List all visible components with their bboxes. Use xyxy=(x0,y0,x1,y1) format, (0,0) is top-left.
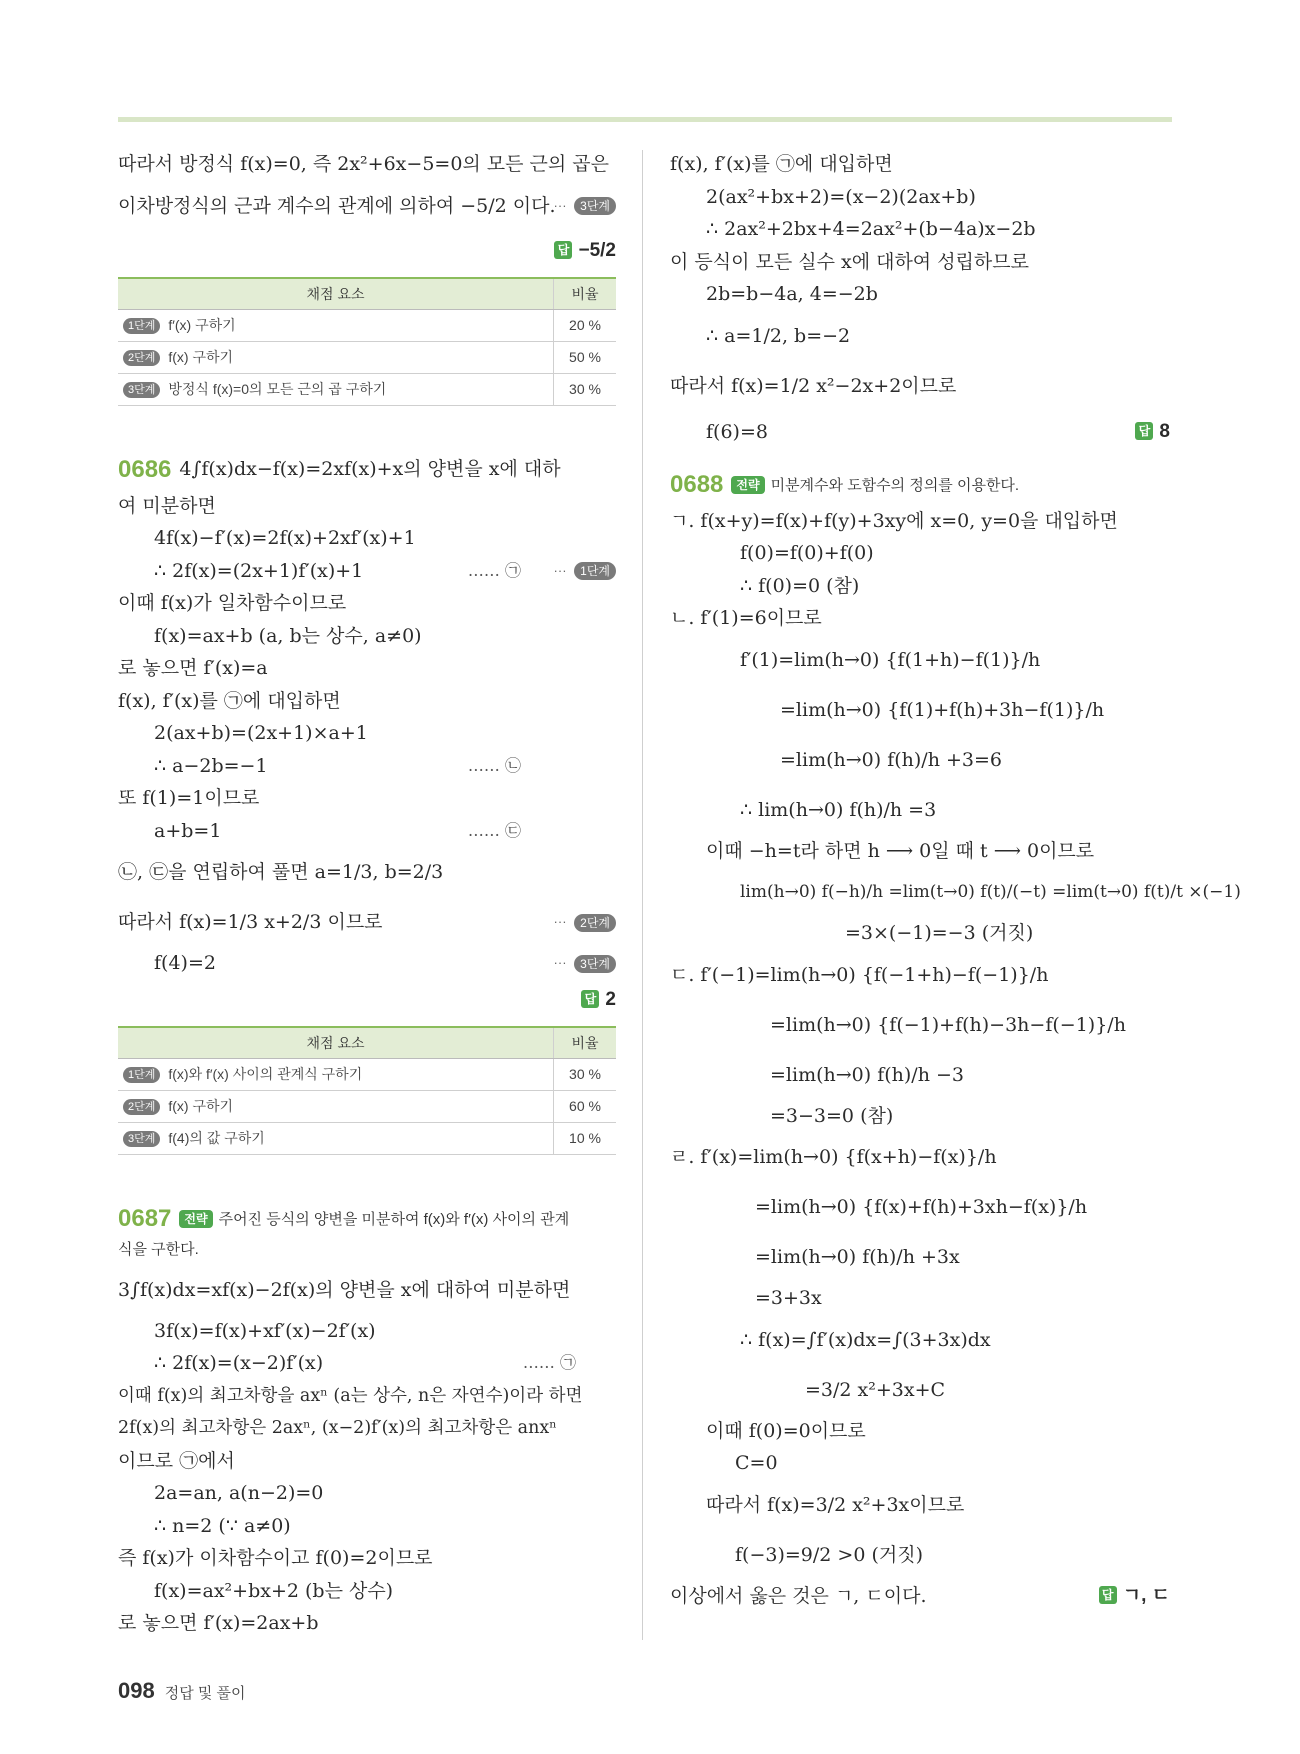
text-line: 따라서 f(x)=1/2 x²−2x+2이므로 xyxy=(670,374,957,397)
text-line: 로 놓으면 f′(x)=2ax+b xyxy=(118,1612,319,1634)
text-line: 2f(x)의 최고차항은 2axⁿ, (x−2)f′(x)의 최고차항은 anxⁿ xyxy=(118,1418,557,1438)
text-line: =lim(h→0) {f(1)+f(h)+3h−f(1)}/h xyxy=(780,698,1105,721)
text-line: 2b=b−4a, 4=−2b xyxy=(706,283,878,305)
table-row: 2단계 f(x) 구하기 50 % xyxy=(118,341,616,373)
text-line: =3/2 x²+3x+C xyxy=(805,1378,946,1401)
text-line: f(x)=ax+b (a, b는 상수, a≠0) xyxy=(154,624,422,647)
text-line: 식을 구한다. xyxy=(118,1240,199,1258)
text-line: C=0 xyxy=(735,1452,778,1474)
grading-table xyxy=(118,277,616,406)
problem-0686-head: 0686 4∫f(x)dx−f(x)=2xf(x)+x의 양변을 x에 대하 xyxy=(118,455,561,483)
text-line: =lim(h→0) f(h)/h +3=6 xyxy=(780,748,1002,771)
text-line: f′(1)=lim(h→0) {f(1+h)−f(1)}/h xyxy=(740,648,1041,671)
text-line: 이상에서 옳은 것은 ㄱ, ㄷ이다. 답 ㄱ, ㄷ xyxy=(670,1584,1170,1607)
text-line: 2a=an, a(n−2)=0 xyxy=(154,1482,324,1504)
problem-0687-head: 0687 전략 주어진 등식의 양변을 미분하여 f(x)와 f′(x) 사이의 관계 xyxy=(118,1204,570,1232)
text-line: 로 놓으면 f′(x)=a xyxy=(118,657,268,679)
table-header: 비율 xyxy=(554,278,617,310)
text-line: 이때 f(0)=0이므로 xyxy=(706,1419,866,1442)
text-line: f(0)=f(0)+f(0) xyxy=(740,542,874,564)
answer-badge: 답 xyxy=(581,990,599,1008)
answer: 답 2 xyxy=(118,980,616,1020)
text-line: ∴ 2f(x)=(x−2)f′(x) …… ㉠ xyxy=(154,1352,576,1374)
text-line: ㉡, ㉢을 연립하여 풀면 a=1/3, b=2/3 xyxy=(118,861,444,883)
page-number: 098 xyxy=(118,1678,155,1703)
text-line: 이때 f(x)가 일차함수이므로 xyxy=(118,592,347,614)
text-line: f(4)=2 ··· 3단계 xyxy=(118,947,616,980)
text-line: 즉 f(x)가 이차함수이고 f(0)=2이므로 xyxy=(118,1547,433,1569)
table-row: 3단계 방정식 f(x)=0의 모든 근의 곱 구하기 30 % xyxy=(118,373,616,405)
page-footer xyxy=(118,1678,246,1704)
text-line: =lim(h→0) {f(x)+f(h)+3xh−f(x)}/h xyxy=(755,1196,1088,1218)
answer-badge: 답 xyxy=(554,241,572,259)
text-line: ∴ f(x)=∫f′(x)dx=∫(3+3x)dx xyxy=(740,1328,991,1351)
text-line: ∴ 2ax²+2bx+4=2ax²+(b−4a)x−2b xyxy=(706,218,1036,240)
step-tag: 3단계 xyxy=(574,197,616,215)
text-line: f(x)=ax²+bx+2 (b는 상수) xyxy=(154,1579,394,1602)
text-line: ㄹ. f′(x)=lim(h→0) {f(x+h)−f(x)}/h xyxy=(670,1146,997,1168)
text-line: 여 미분하면 xyxy=(118,494,216,517)
text-line: ∴ 2f(x)=(2x+1)f′(x)+1 …… ㉠ ··· 1단계 xyxy=(118,555,616,588)
text-line: ㄱ. f(x+y)=f(x)+f(y)+3xy에 x=0, y=0을 대입하면 xyxy=(670,509,1118,532)
strategy-badge: 전략 xyxy=(179,1210,212,1228)
top-rule xyxy=(118,117,1172,122)
problem-number: 0688 xyxy=(670,470,724,498)
footer-title: 정답 및 풀이 xyxy=(164,1685,246,1702)
text-line: 3f(x)=f(x)+xf′(x)−2f′(x) xyxy=(154,1319,376,1342)
text-line: ∴ lim(h→0) f(h)/h =3 xyxy=(740,798,937,821)
table-row: 3단계 f(4)의 값 구하기 10 % xyxy=(118,1122,616,1154)
table-header: 비율 xyxy=(554,1027,617,1059)
text-line: 따라서 f(x)=1/3 x+2/3 이므로 ··· 2단계 xyxy=(118,897,616,947)
text-line: 3∫f(x)dx=xf(x)−2f(x)의 양변을 x에 대하여 미분하면 xyxy=(118,1278,571,1301)
text-line: f(6)=8 답 8 xyxy=(706,420,1170,443)
table-row: 1단계 f(x)와 f′(x) 사이의 관계식 구하기 30 % xyxy=(118,1058,616,1090)
text-line: 또 f(1)=1이므로 xyxy=(118,787,260,809)
strategy-badge: 전략 xyxy=(731,476,764,494)
text-line: ∴ n=2 (∵ a≠0) xyxy=(154,1514,291,1537)
text-line: ∴ a−2b=−1 …… ㉡ xyxy=(154,754,521,777)
text-line: =lim(h→0) {f(−1)+f(h)−3h−f(−1)}/h xyxy=(770,1013,1126,1036)
text-line: 이므로 ㉠에서 xyxy=(118,1449,235,1472)
text-line: =3+3x xyxy=(755,1287,822,1309)
text-line: ∴ a=1/2, b=−2 xyxy=(706,324,851,347)
text-line: 4f(x)−f′(x)=2f(x)+2xf′(x)+1 xyxy=(154,527,416,549)
table-row: 1단계 f′(x) 구하기 20 % xyxy=(118,309,616,341)
text-line: 이때 f(x)의 최고차항을 axⁿ (a는 상수, n은 자연수)이라 하면 xyxy=(118,1385,583,1406)
text-line: 이 등식이 모든 실수 x에 대하여 성립하므로 xyxy=(670,250,1029,273)
text-line: f(x), f′(x)를 ㉠에 대입하면 xyxy=(670,153,893,175)
table-row: 2단계 f(x) 구하기 60 % xyxy=(118,1090,616,1122)
grading-table xyxy=(118,1026,616,1155)
text-line: 2(ax²+bx+2)=(x−2)(2ax+b) xyxy=(706,185,976,208)
text-line: lim(h→0) f(−h)/h =lim(t→0) f(t)/(−t) =lim(t→0) f(t)/t ×(−1) xyxy=(740,882,1241,902)
text-line: 따라서 방정식 f(x)=0, 즉 2x²+6x−5=0의 모든 근의 곱은 xyxy=(118,153,610,175)
right-column xyxy=(670,148,1241,1612)
text-line: ㄷ. f′(−1)=lim(h→0) {f(−1+h)−f(−1)}/h xyxy=(670,963,1049,986)
answer-badge: 답 xyxy=(1135,422,1153,440)
text-line: 이차방정식의 근과 계수의 관계에 의하여 −5/2 이다. ··· 3단계 xyxy=(118,181,616,231)
text-line: =lim(h→0) f(h)/h −3 xyxy=(770,1063,964,1086)
text-line: 2(ax+b)=(2x+1)×a+1 xyxy=(154,722,368,744)
text-line: ㄴ. f′(1)=6이므로 xyxy=(670,607,822,629)
text-line: ∴ f(0)=0 (참) xyxy=(740,574,860,597)
table-header: 채점 요소 xyxy=(118,1027,554,1059)
text-line: =3−3=0 (참) xyxy=(770,1104,894,1127)
left-column xyxy=(118,148,616,1640)
text-line: a+b=1 …… ㉢ xyxy=(154,819,521,842)
problem-0688-head: 0688 전략 미분계수와 도함수의 정의를 이용한다. xyxy=(670,470,1020,498)
text-line: f(x), f′(x)를 ㉠에 대입하면 xyxy=(118,689,341,712)
text-line: =3×(−1)=−3 (거짓) xyxy=(845,922,1034,944)
text-line: f(−3)=9/2 >0 (거짓) xyxy=(735,1543,923,1566)
text-line: 이때 −h=t라 하면 h ⟶ 0일 때 t ⟶ 0이므로 xyxy=(706,839,1095,862)
problem-number: 0687 xyxy=(118,1204,172,1232)
text-line: 따라서 f(x)=3/2 x²+3x이므로 xyxy=(706,1493,965,1516)
answer: 답 −5/2 xyxy=(118,231,616,271)
answer-badge: 답 xyxy=(1099,1586,1117,1604)
text-line: =lim(h→0) f(h)/h +3x xyxy=(755,1246,960,1268)
problem-number: 0686 xyxy=(118,455,172,483)
column-divider xyxy=(642,150,643,1640)
table-header: 채점 요소 xyxy=(118,278,554,310)
